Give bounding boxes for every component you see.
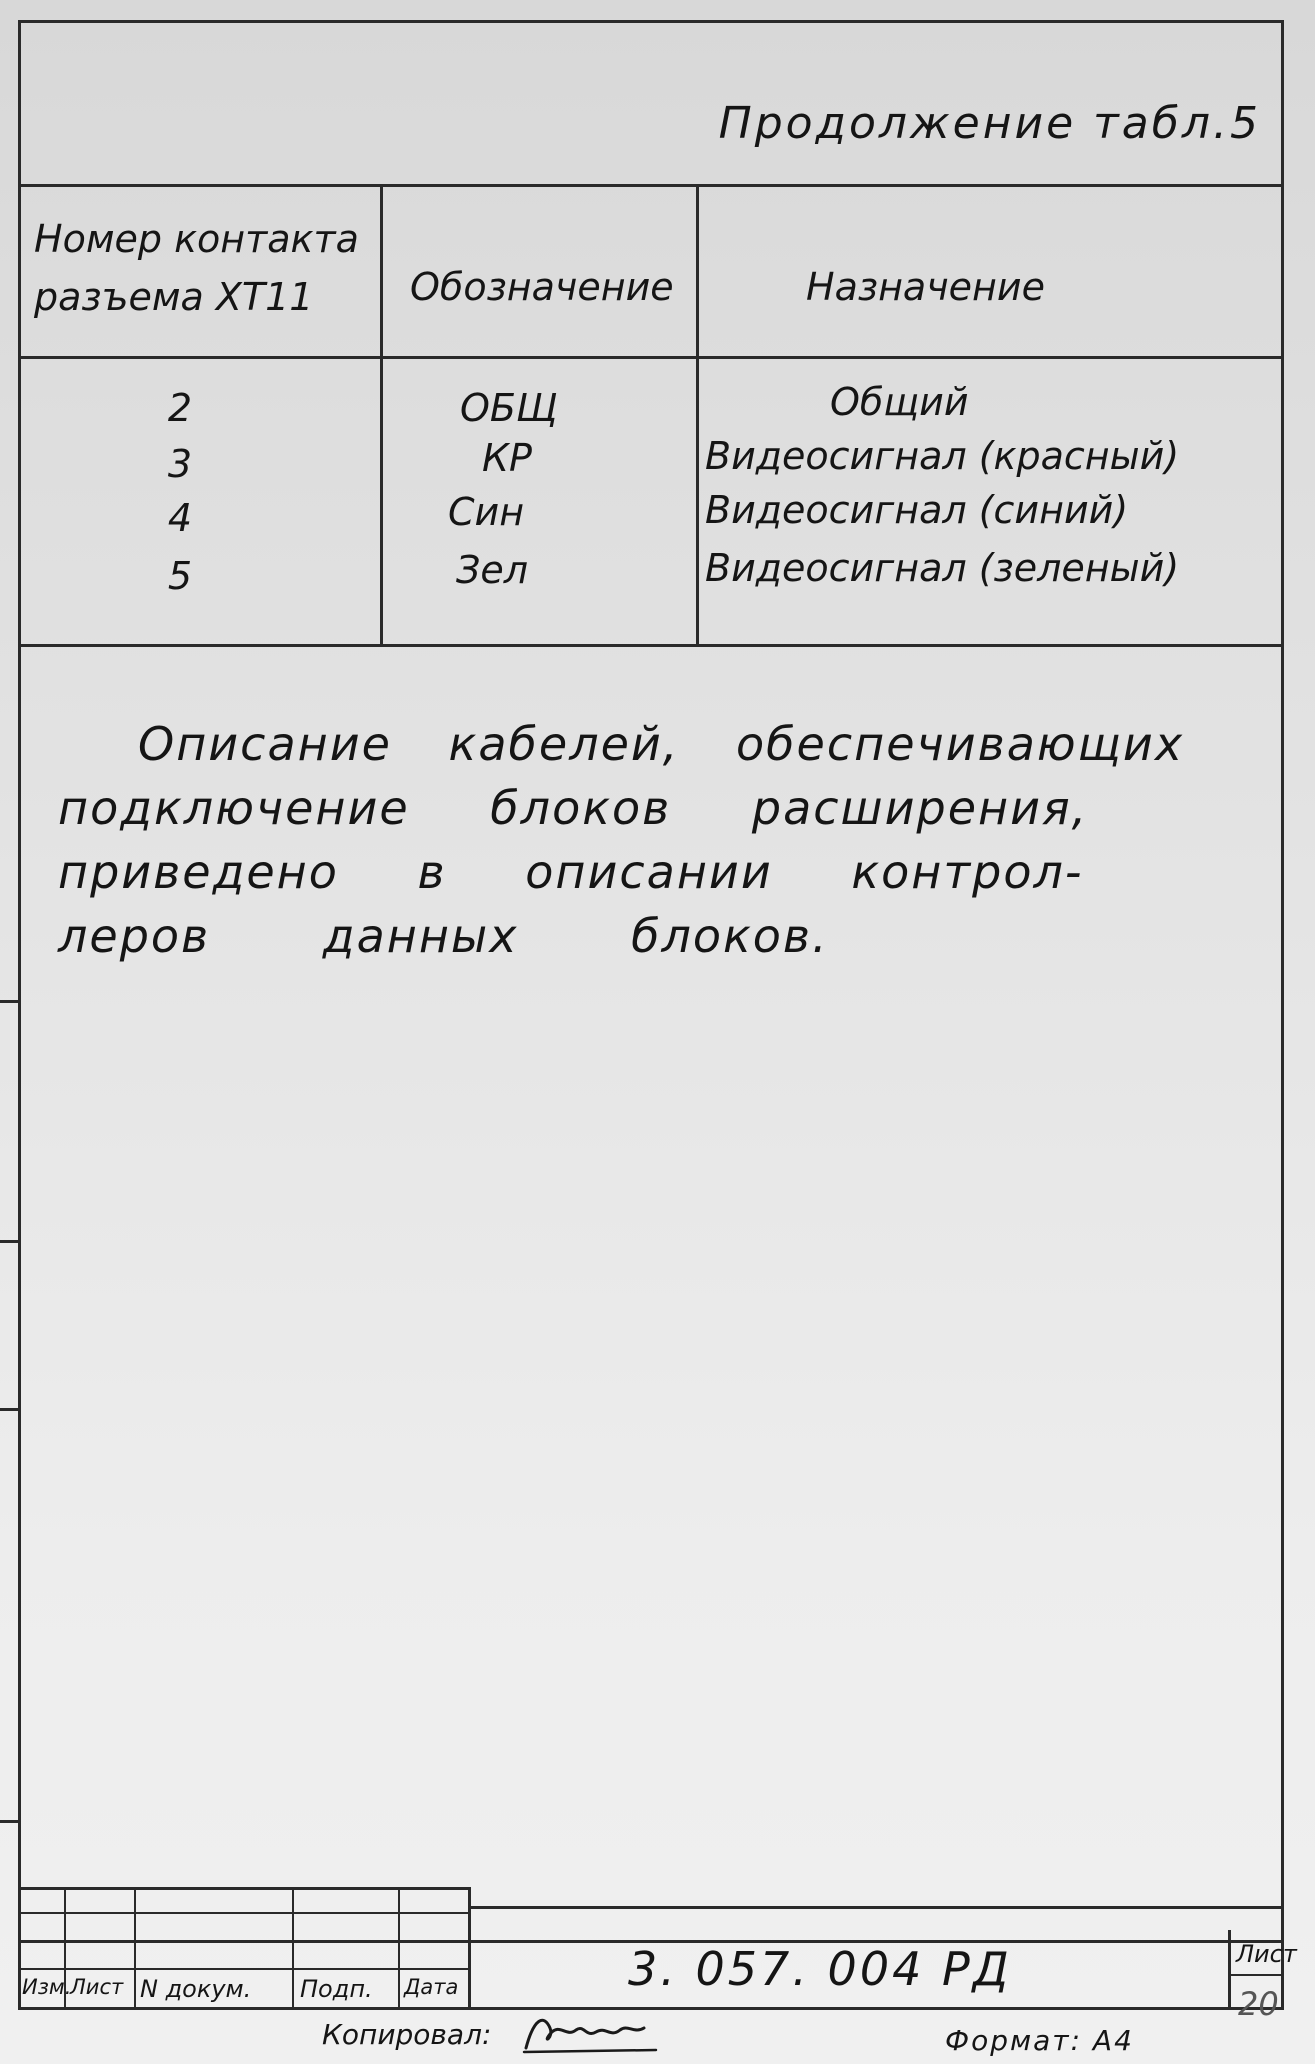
row-number: 3 (167, 442, 193, 486)
copied-by-label: Копировал: (322, 2018, 492, 2051)
margin-tick (0, 1240, 18, 1243)
row-designation: КР (482, 436, 532, 480)
stamp-column-divider (1228, 1930, 1231, 2007)
document-code: 3. 057. 004 РД (628, 1942, 1012, 1996)
stamp-grid-line (18, 1968, 468, 1970)
stamp-label-list: Лист (70, 1975, 124, 1999)
paragraph-line: леров данных блоков. (58, 909, 829, 963)
row-purpose: Видеосигнал (красный) (705, 434, 1180, 478)
paragraph-line: подключение блоков расширения, (58, 781, 1089, 835)
row-purpose: Общий (830, 380, 969, 424)
signature-mark (520, 2008, 660, 2056)
margin-tick (0, 1820, 18, 1823)
table-bottom-border (18, 644, 1284, 647)
stamp-label-podp: Подп. (300, 1975, 373, 2003)
stamp-label-izm: Изм. (22, 1975, 72, 1999)
margin-tick (0, 1000, 18, 1003)
sheet-number: 20 (1238, 1985, 1279, 2023)
table-top-border (18, 184, 1284, 187)
row-designation: Син (448, 490, 525, 534)
row-number: 5 (167, 554, 193, 598)
table-column-divider (380, 184, 383, 644)
stamp-grid-line (18, 1887, 468, 1890)
row-designation: ОБЩ (460, 386, 558, 430)
sheet-label: Лист (1236, 1940, 1297, 1968)
header-contact-line1: Номер контакта (34, 217, 359, 261)
continuation-title: Продолжение табл.5 (718, 98, 1261, 149)
stamp-grid-line (18, 1912, 468, 1914)
stamp-column-divider (398, 1887, 400, 2007)
header-purpose: Назначение (806, 265, 1045, 309)
header-contact-line2: разъема ХТ11 (34, 275, 314, 319)
description-paragraph (58, 712, 1258, 968)
stamp-top-line (468, 1906, 1284, 1909)
table-column-divider (696, 184, 699, 644)
row-number: 4 (167, 496, 193, 540)
row-purpose: Видеосигнал (синий) (705, 488, 1129, 532)
paragraph-line: приведено в описании контрол- (58, 845, 1084, 899)
row-designation: Зел (456, 548, 529, 592)
stamp-label-ndokum: N докум. (140, 1975, 252, 2003)
row-purpose: Видеосигнал (зеленый) (705, 546, 1180, 590)
paragraph-line: Описание кабелей, обеспечивающих (138, 717, 1185, 771)
stamp-column-divider (468, 1887, 471, 2007)
row-number: 2 (167, 386, 193, 430)
stamp-grid-line (1228, 1974, 1284, 1976)
margin-tick (0, 1408, 18, 1411)
format-label: Формат: А4 (945, 2024, 1134, 2057)
table-header-separator (18, 356, 1284, 359)
stamp-label-data: Дата (404, 1975, 459, 1999)
header-designation: Обозначение (410, 265, 674, 309)
stamp-column-divider (134, 1887, 136, 2007)
stamp-column-divider (292, 1887, 294, 2007)
